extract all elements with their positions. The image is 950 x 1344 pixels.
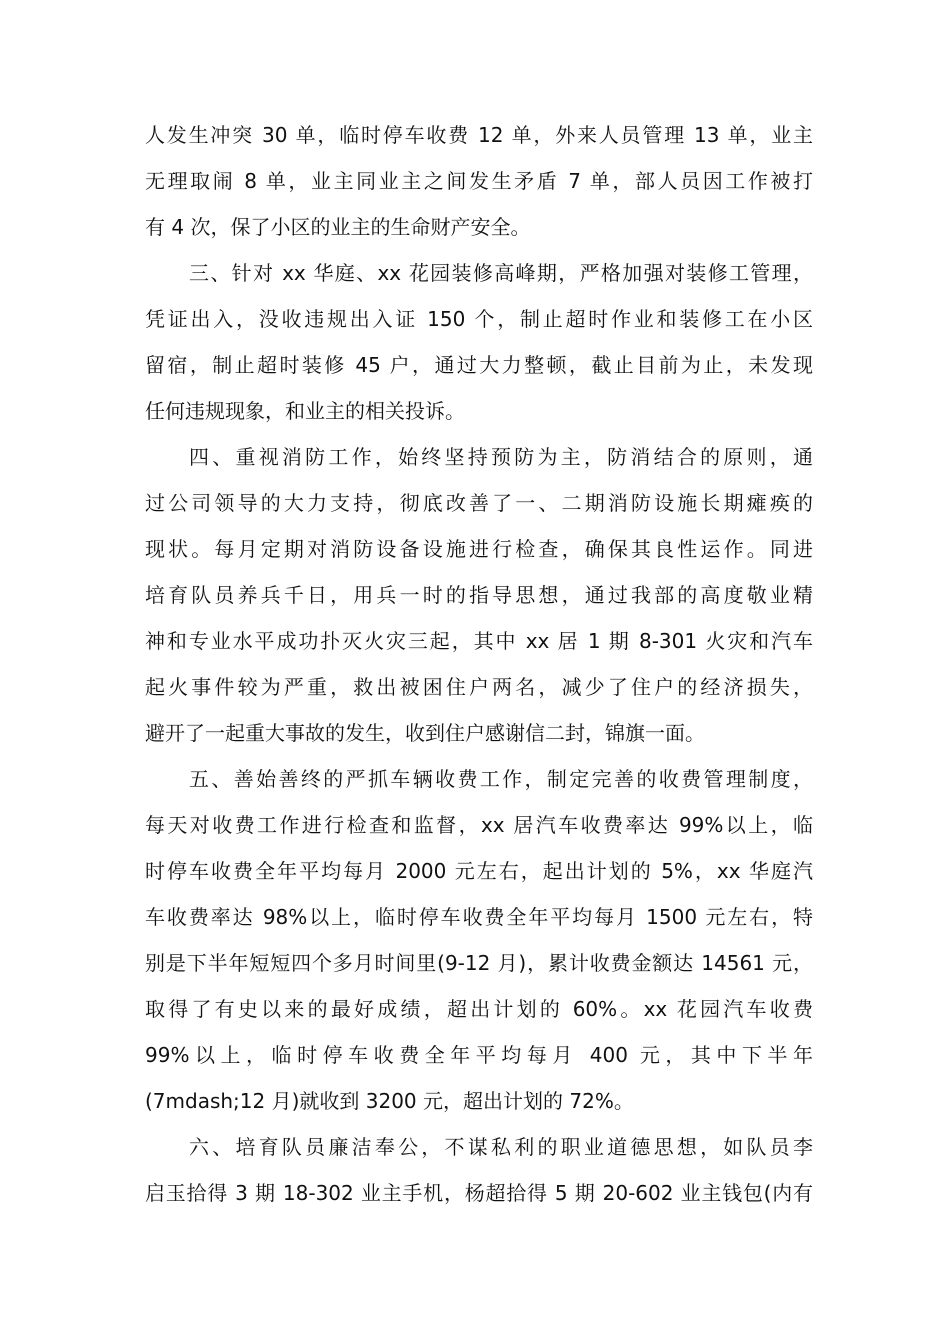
text-line: 无理取闹 8 单，业主同业主之间发生矛盾 7 单，部人员因工作被打 [145, 169, 813, 193]
text-line: 避开了一起重大事故的发生，收到住户感谢信二封，锦旗一面。 [145, 721, 705, 745]
paragraph-start-line: 六、培育队员廉洁奉公，不谋私利的职业道德思想，如队员李 [189, 1135, 813, 1159]
paragraph-start-line: 五、善始善终的严抓车辆收费工作，制定完善的收费管理制度， [189, 767, 813, 791]
text-line: 有 4 次，保了小区的业主的生命财产安全。 [145, 215, 531, 239]
text-line: 起火事件较为严重，救出被困住户两名，减少了住户的经济损失， [145, 675, 813, 699]
text-line: (7mdash;12 月)就收到 3200 元，超出计划的 72%。 [145, 1089, 634, 1113]
text-line: 别是下半年短短四个多月时间里(9-12 月)，累计收费金额达 14561 元， [145, 951, 813, 975]
text-line: 培育队员养兵千日，用兵一时的指导思想，通过我部的高度敬业精 [145, 583, 813, 607]
text-line: 过公司领导的大力支持，彻底改善了一、二期消防设施长期瘫痪的 [145, 491, 813, 515]
text-line: 任何违规现象，和业主的相关投诉。 [145, 399, 465, 423]
text-line: 车收费率达 98%以上，临时停车收费全年平均每月 1500 元左右，特 [145, 905, 813, 929]
text-line: 取得了有史以来的最好成绩，超出计划的 60%。xx 花园汽车收费 [145, 997, 813, 1021]
paragraph-start-line: 四、重视消防工作，始终坚持预防为主，防消结合的原则，通 [189, 445, 813, 469]
text-line: 时停车收费全年平均每月 2000 元左右，起出计划的 5%，xx 华庭汽 [145, 859, 813, 883]
text-line: 现状。每月定期对消防设备设施进行检查，确保其良性运作。同进 [145, 537, 813, 561]
text-line: 启玉拾得 3 期 18-302 业主手机，杨超拾得 5 期 20-602 业主钱包(内有 [145, 1181, 813, 1205]
text-line: 人发生冲突 30 单，临时停车收费 12 单，外来人员管理 13 单，业主 [145, 123, 813, 147]
text-line: 每天对收费工作进行检查和监督，xx 居汽车收费率达 99%以上，临 [145, 813, 813, 837]
paragraph-start-line: 三、针对 xx 华庭、xx 花园装修高峰期，严格加强对装修工管理， [189, 261, 813, 285]
text-line: 99%以上，临时停车收费全年平均每月 400 元，其中下半年 [145, 1043, 813, 1067]
text-line: 凭证出入，没收违规出入证 150 个，制止超时作业和装修工在小区 [145, 307, 813, 331]
text-line: 留宿，制止超时装修 45 户，通过大力整顿，截止目前为止，未发现 [145, 353, 813, 377]
text-line: 神和专业水平成功扑灭火灾三起，其中 xx 居 1 期 8-301 火灾和汽车 [145, 629, 813, 653]
document-body [145, 112, 813, 1216]
